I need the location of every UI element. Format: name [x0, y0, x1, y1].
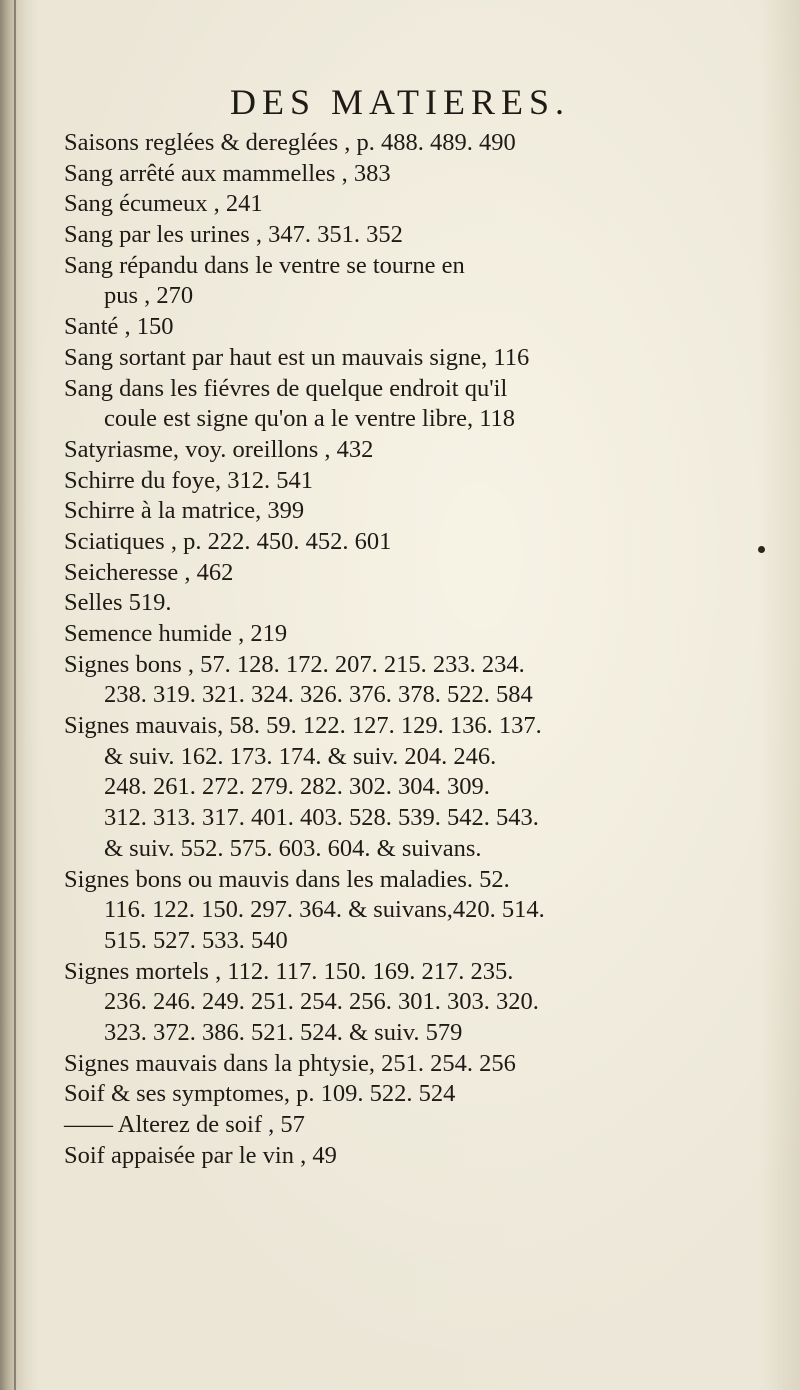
index-entry: Sang sortant par haut est un mauvais signe, 116 [64, 343, 530, 371]
index-entry: —— Alterez de soif , 57 [64, 1111, 305, 1138]
index-entry-continuation: coule est signe qu'on a le ventre libre, 118 [104, 405, 516, 433]
index-entry: Sang arrêté aux mammelles , 383 [64, 159, 391, 187]
index-entries [64, 128, 744, 1171]
index-entry: Schirre à la matrice, 399 [64, 497, 305, 525]
index-entry: Signes mauvais dans la phtysie, 251. 254. 256 [64, 1049, 516, 1077]
index-entry: Sang écumeux , 241 [64, 190, 263, 218]
index-entry: Soif & ses symptomes, p. 109. 522. 524 [64, 1080, 456, 1108]
index-entry: Signes mauvais, 58. 59. 122. 127. 129. 136. 137. [64, 712, 542, 740]
index-entry-continuation: 116. 122. 150. 297. 364. & suivans,420. 514. [104, 896, 545, 924]
index-entry-continuation: 312. 313. 317. 401. 403. 528. 539. 542. 543. [104, 804, 539, 832]
index-entry-continuation: & suiv. 552. 575. 603. 604. & suivans. [104, 834, 482, 862]
index-entry: Signes bons , 57. 128. 172. 207. 215. 233. 234. [64, 650, 525, 678]
index-entry-continuation: 248. 261. 272. 279. 282. 302. 304. 309. [104, 773, 490, 801]
index-entry: Seicheresse , 462 [64, 558, 234, 586]
index-entry-continuation: & suiv. 162. 173. 174. & suiv. 204. 246. [104, 742, 497, 770]
index-entry: Semence humide , 219 [64, 620, 288, 647]
running-header: DES MATIERES. [229, 82, 571, 122]
index-entry: Signes bons ou mauvis dans les maladies. 52. [64, 865, 510, 893]
index-entry: Sciatiques , p. 222. 450. 452. 601 [64, 527, 392, 555]
index-entry: Satyriasme, voy. oreillons , 432 [64, 435, 374, 463]
index-entry: Signes mortels , 112. 117. 150. 169. 217. 235. [64, 957, 514, 985]
gutter-edge [14, 0, 16, 1390]
book-gutter [0, 0, 26, 1390]
index-entry: Santé , 150 [64, 313, 174, 341]
index-entry: Soif appaisée par le vin , 49 [64, 1141, 337, 1169]
index-entry-continuation: pus , 270 [104, 282, 194, 310]
index-entry-continuation: 238. 319. 321. 324. 326. 376. 378. 522. 584 [104, 681, 533, 709]
index-entry-continuation: 323. 372. 386. 521. 524. & suiv. 579 [104, 1018, 463, 1046]
index-entry-continuation: 236. 246. 249. 251. 254. 256. 301. 303. 320. [104, 988, 539, 1016]
index-entry: Sang dans les fiévres de quelque endroit qu'il [64, 374, 508, 402]
index-entry-continuation: 515. 527. 533. 540 [104, 926, 288, 954]
index-entry: Selles 519. [64, 589, 172, 617]
index-entry: Sang par les urines , 347. 351. 352 [64, 221, 403, 249]
ink-spot [758, 546, 765, 553]
index-entry: Schirre du foye, 312. 541 [64, 466, 314, 494]
index-entry: Sang répandu dans le ventre se tourne en [64, 251, 465, 279]
index-entry: Saisons reglées & dereglées , p. 488. 489. 490 [64, 129, 516, 156]
